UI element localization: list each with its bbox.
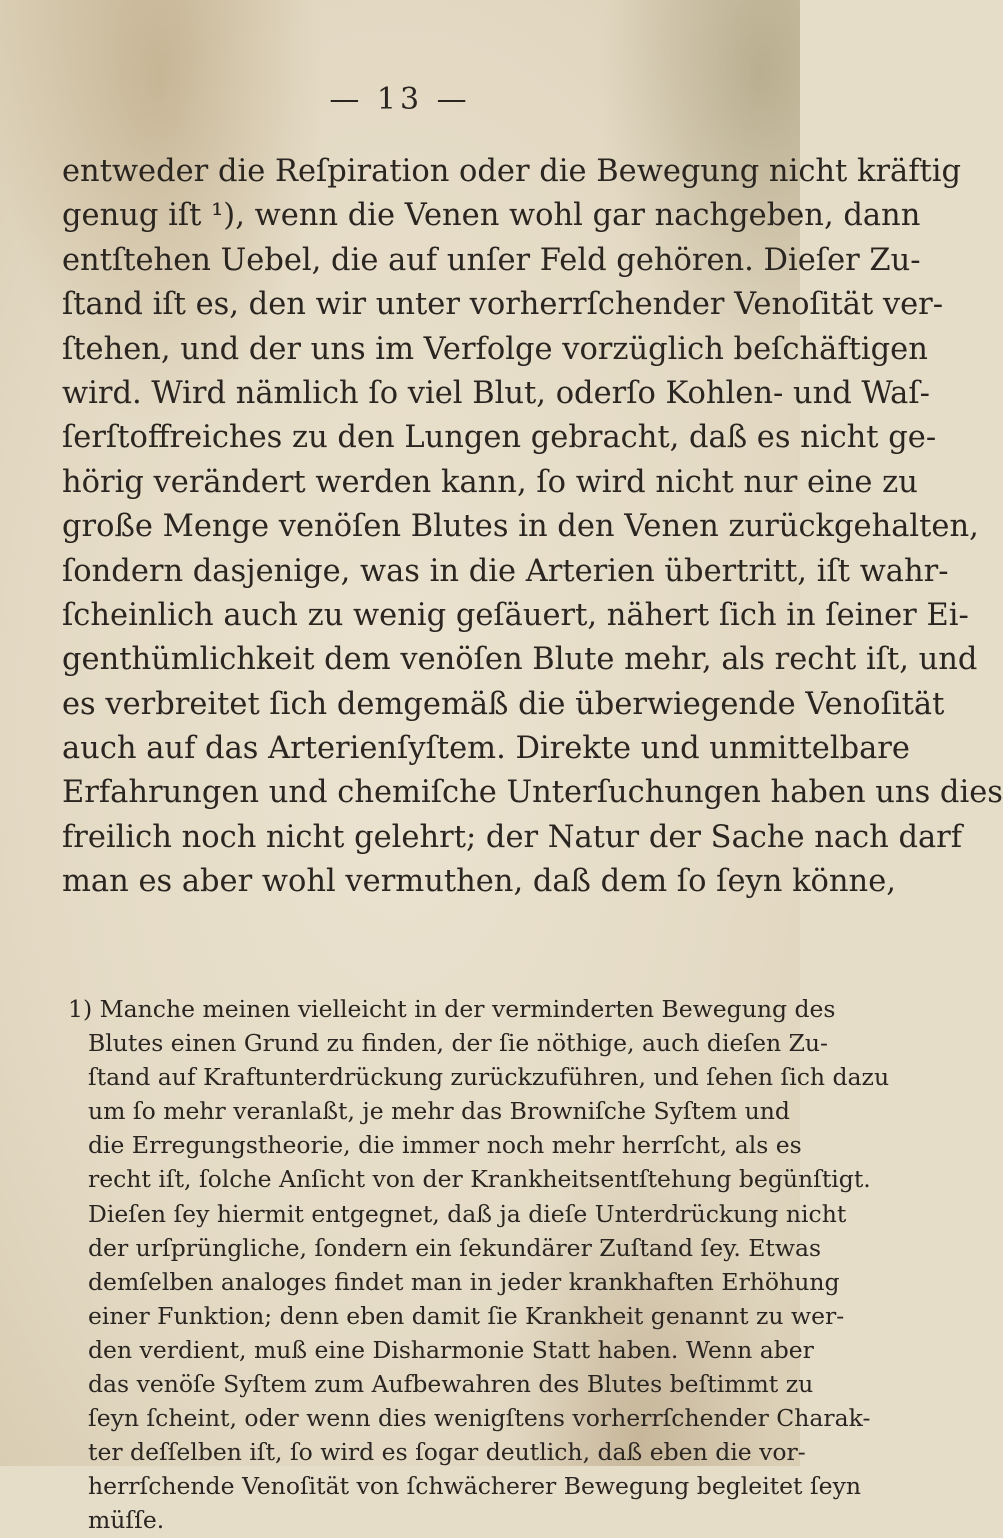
footnote-line: um ſo mehr veranlaßt, je mehr das Browniſche Syſtem und [88,1097,790,1126]
text-line: große Menge venöſen Blutes in den Venen zurückgehalten, [62,509,979,545]
footnote-line: herrſchende Venoſität von ſchwächerer Bewegung begleitet ſeyn [88,1472,861,1501]
text-line: hörig verändert werden kann, ſo wird nicht nur eine zu [62,464,918,500]
text-line: entweder die Reſpiration oder die Bewegung nicht kräftig [62,154,962,189]
text-line: freilich noch nicht gelehrt; der Natur der Sache nach darf [62,819,963,855]
footnote-line: ſtand auf Kraftunterdrückung zurückzuführen, und ſehen ſich dazu [88,1063,890,1092]
text-line: ſondern dasjenige, was in die Arterien übertritt, iſt wahr- [62,553,949,589]
footnote-line: 1) Manche meinen vielleicht in der verminderten Bewegung des [68,995,836,1023]
footnote-line: Dieſen ſey hiermit entgegnet, daß ja dieſe Unterdrückung nicht [88,1199,847,1228]
text-line: es verbreitet ſich demgemäß die überwiegende Venoſität [62,686,945,722]
text-line: genug iſt ¹), wenn die Venen wohl gar nachgeben, dann [62,198,921,234]
text-line: man es aber wohl vermuthen, daß dem ſo ſeyn könne, [62,864,896,900]
footnote-line: recht iſt, ſolche Anſicht von der Krankheitsentſtehung begünſtigt. [88,1165,871,1194]
text-line: ſtand iſt es, den wir unter vorherrſchender Venoſität ver- [62,287,944,323]
text-line: entſtehen Uebel, die auf unſer Feld gehören. Dieſer Zu- [62,242,921,278]
text-line: ſtehen, und der uns im Verfolge vorzüglich beſchäftigen [62,331,928,367]
text-line: ſerſtoffreiches zu den Lungen gebracht, daß es nicht ge- [62,420,937,456]
footnote-line: Blutes einen Grund zu finden, der ſie nöthige, auch dieſen Zu- [88,1029,828,1058]
footnote-line: die Erregungstheorie, die immer noch mehr herrſcht, als es [88,1131,802,1160]
footnote-line: einer Funktion; denn eben damit ſie Krankheit genannt zu wer- [88,1301,845,1330]
footnote-line: den verdient, muß eine Disharmonie Statt haben. Wenn aber [88,1335,814,1364]
footnote-line: das venöſe Syſtem zum Aufbewahren des Blutes beſtimmt zu [88,1370,814,1399]
footnote-line: müſſe. [88,1506,165,1535]
page-number: — 13 — [329,82,471,117]
footnote-line: demſelben analoges findet man in jeder krankhaften Erhöhung [88,1267,840,1296]
text-line: ſcheinlich auch zu wenig geſäuert, nähert ſich in ſeiner Ei- [62,597,969,633]
text-line: wird. Wird nämlich ſo viel Blut, oderſo Kohlen- und Waſ- [62,375,930,411]
footnote [68,992,890,1538]
text-line: genthümlichkeit dem venöſen Blute mehr, als recht iſt, und [62,642,978,678]
footnote-line: ter deſſelben iſt, ſo wird es ſogar deutlich, daß eben die vor- [88,1438,806,1467]
main-text [62,150,1003,905]
footnote-line: der urſprüngliche, ſondern ein ſekundärer Zuſtand ſey. Etwas [88,1233,822,1262]
text-line: auch auf das Arterienſyſtem. Direkte und unmittelbare [62,731,910,767]
text-line: Erfahrungen und chemiſche Unterſuchungen haben uns dies [62,775,1003,811]
footnote-line: ſeyn ſcheint, oder wenn dies wenigſtens vorherrſchender Charak- [88,1404,871,1433]
